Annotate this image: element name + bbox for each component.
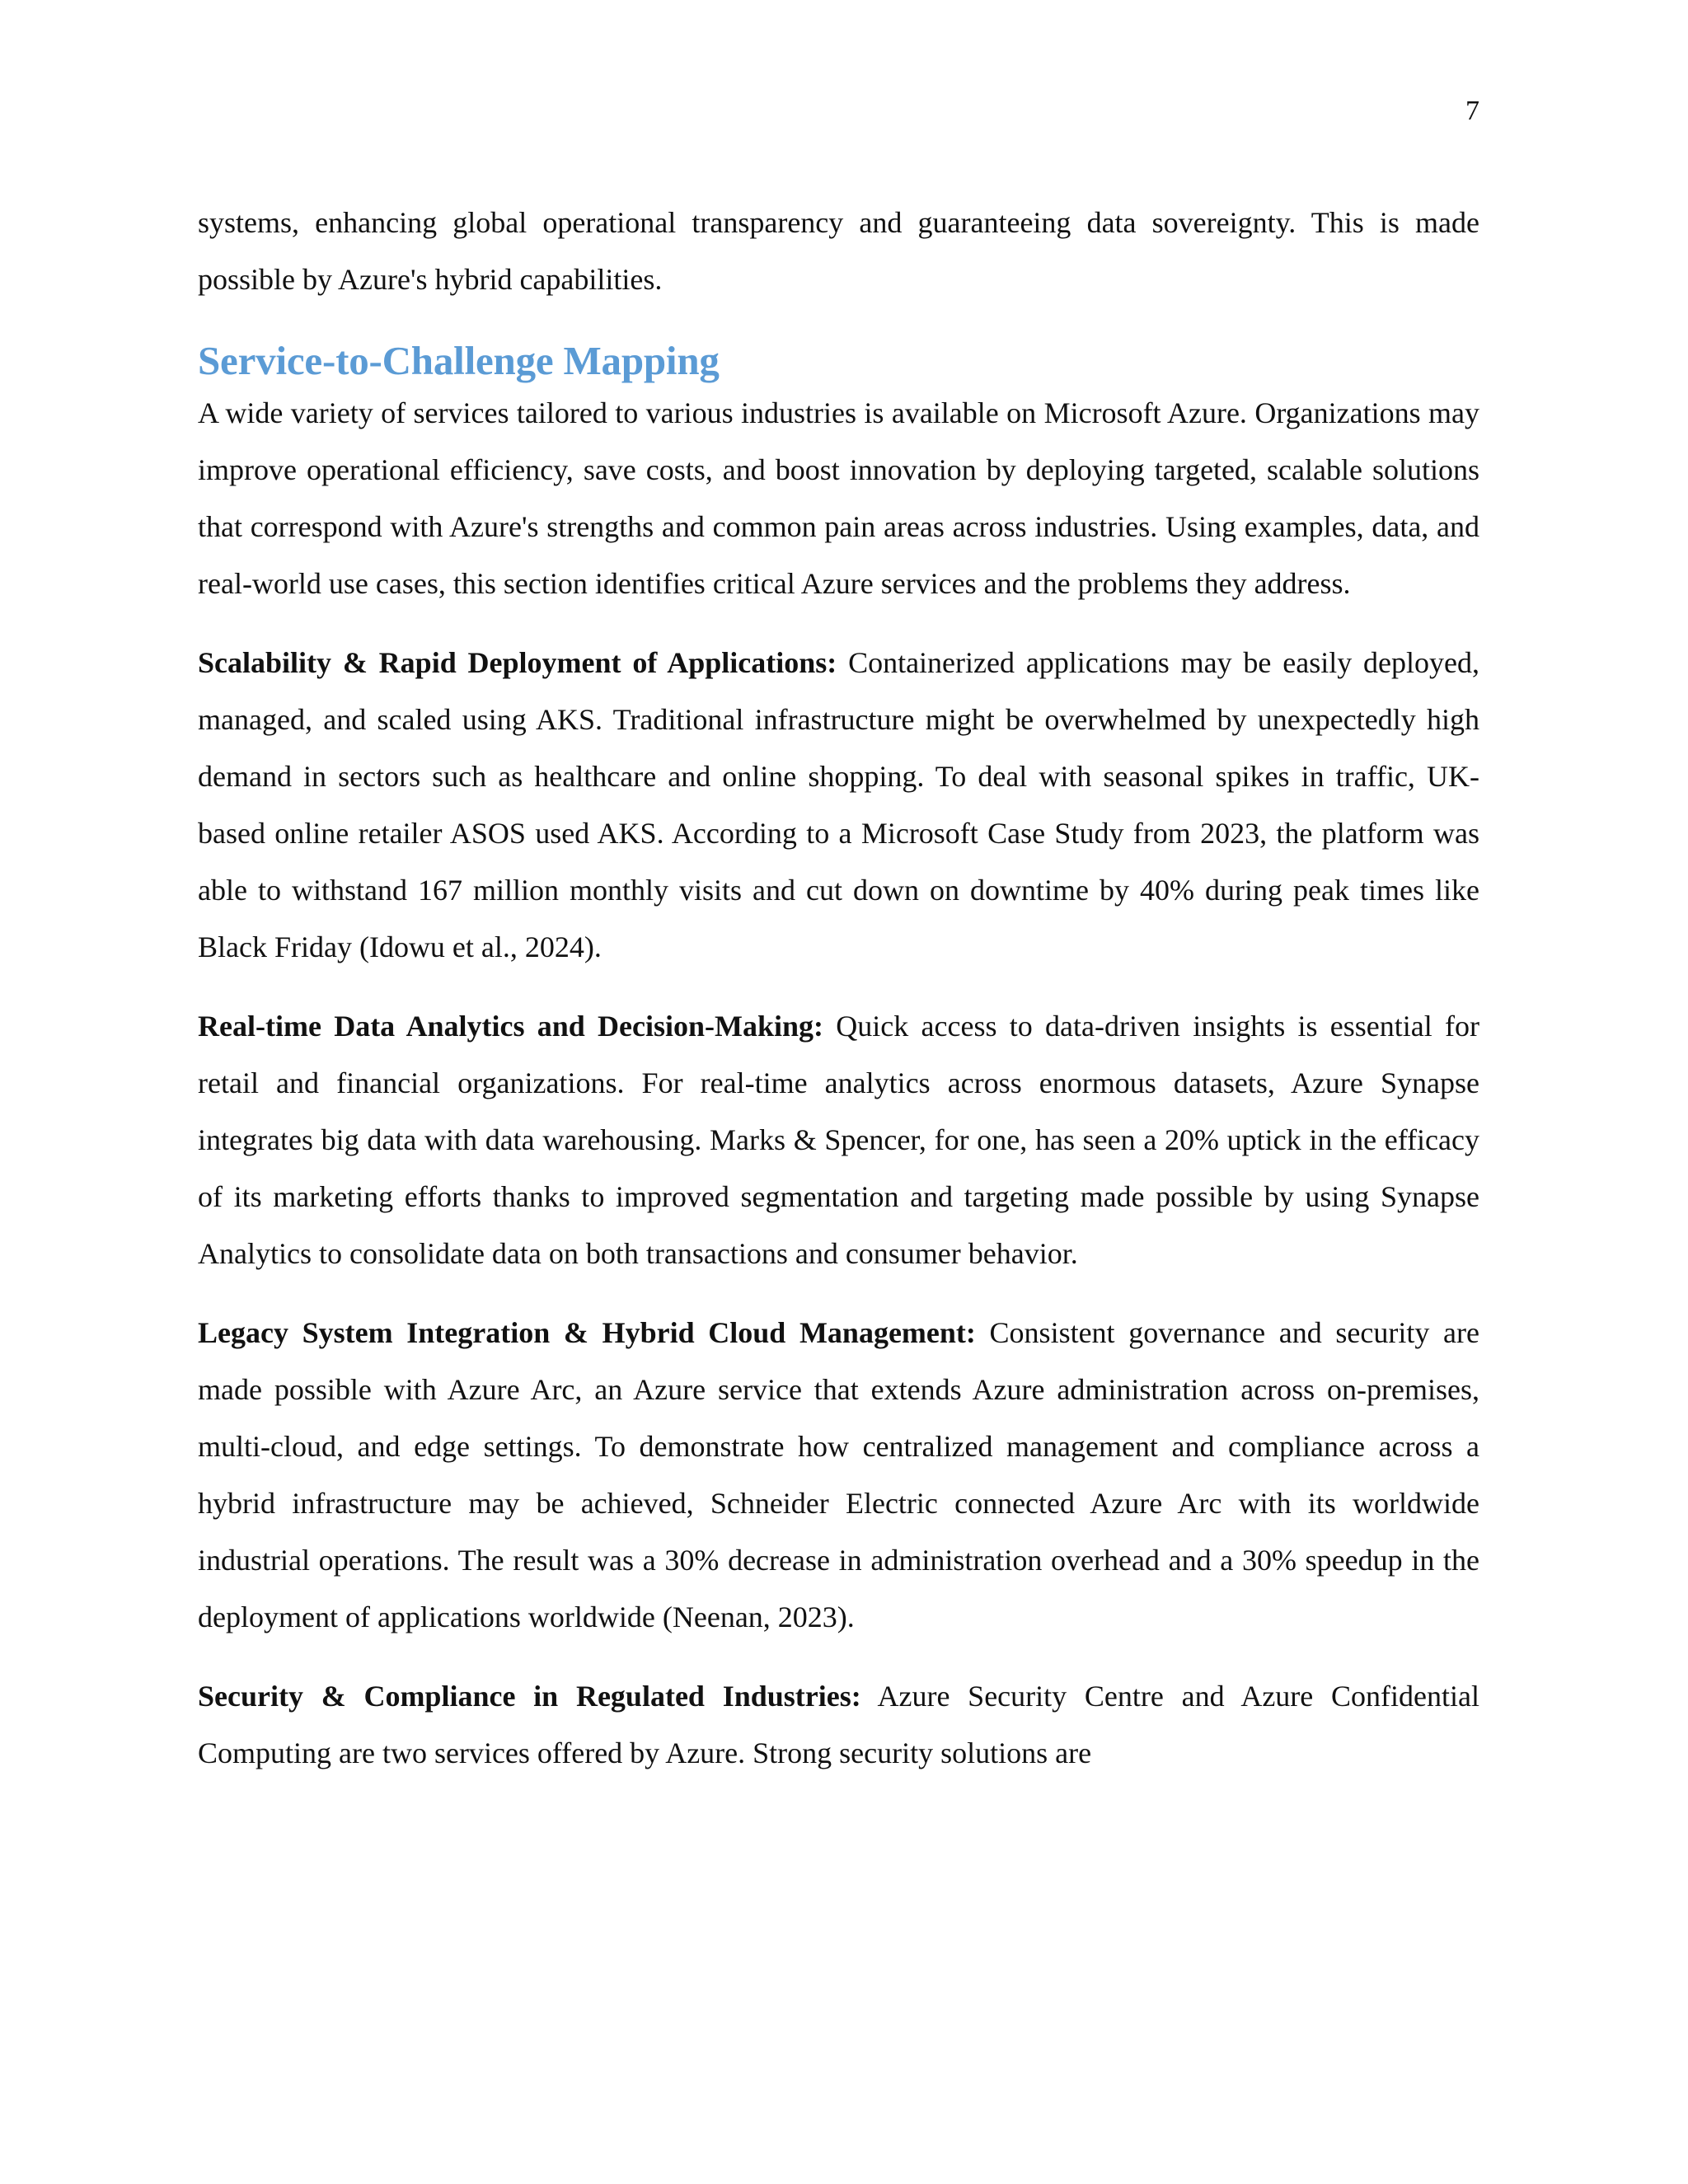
section-intro-paragraph: A wide variety of services tailored to various industries is available on Microsoft Azure. Organizations may improve operational efficiency, save costs, and boost innovation by deploying targeted, scalable solutions that correspond with Azure's strengths and common pain areas across industries. Using examples, data, and real-world use cases, this section identifies critical Azure services and the problems they address.: [198, 396, 1479, 600]
item-title: Security & Compliance in Regulated Industries:: [198, 1680, 861, 1713]
item-title: Real-time Data Analytics and Decision-Making:: [198, 1010, 824, 1043]
item-paragraph-security-compliance: [198, 1668, 1479, 1782]
item-paragraph-legacy-integration: [198, 1305, 1479, 1646]
section-heading: Service-to-Challenge Mapping: [198, 338, 720, 383]
item-body: Containerized applications may be easily deployed, managed, and scaled using AKS. Traditional infrastructure might be overwhelmed by unexpectedly high demand in sectors such as healthcare and online shopping. To deal with seasonal spikes in traffic, UK-based online retailer ASOS used AKS. According to a Microsoft Case Study from 2023, the platform was able to withstand 167 million monthly visits and cut down on downtime by 40% during peak times like Black Friday (Idowu et al., 2024).: [198, 646, 1479, 963]
page-number: 7: [1465, 96, 1479, 126]
item-body: Quick access to data-driven insights is essential for retail and financial organizations. For real-time analytics across enormous datasets, Azure Synapse integrates big data with data warehousing. Marks & Spencer, for one, has seen a 20% uptick in the efficacy of its marketing efforts thanks to improved segmentation and targeting made possible by using Synapse Analytics to consolidate data on both transactions and consumer behavior.: [198, 1010, 1479, 1270]
item-paragraph-scalability: [198, 635, 1479, 976]
intro-paragraph: systems, enhancing global operational transparency and guaranteeing data sovereignty. This is made possible by Azure's hybrid capabilities.: [198, 206, 1479, 296]
item-paragraph-real-time-analytics: [198, 998, 1479, 1282]
item-title: Legacy System Integration & Hybrid Cloud Management:: [198, 1316, 976, 1349]
page-content: [198, 194, 1479, 1782]
item-title: Scalability & Rapid Deployment of Applications:: [198, 646, 837, 679]
item-body: Azure Security Centre and Azure Confidential Computing are two services offered by Azure. Strong security solutions are: [198, 1680, 1479, 1769]
item-body: Consistent governance and security are made possible with Azure Arc, an Azure service that extends Azure administration across on-premises, multi-cloud, and edge settings. To demonstrate how centralized management and compliance across a hybrid infrastructure may be achieved, Schneider Electric connected Azure Arc with its worldwide industrial operations. The result was a 30% decrease in administration overhead and a 30% speedup in the deployment of applications worldwide (Neenan, 2023).: [198, 1316, 1479, 1633]
